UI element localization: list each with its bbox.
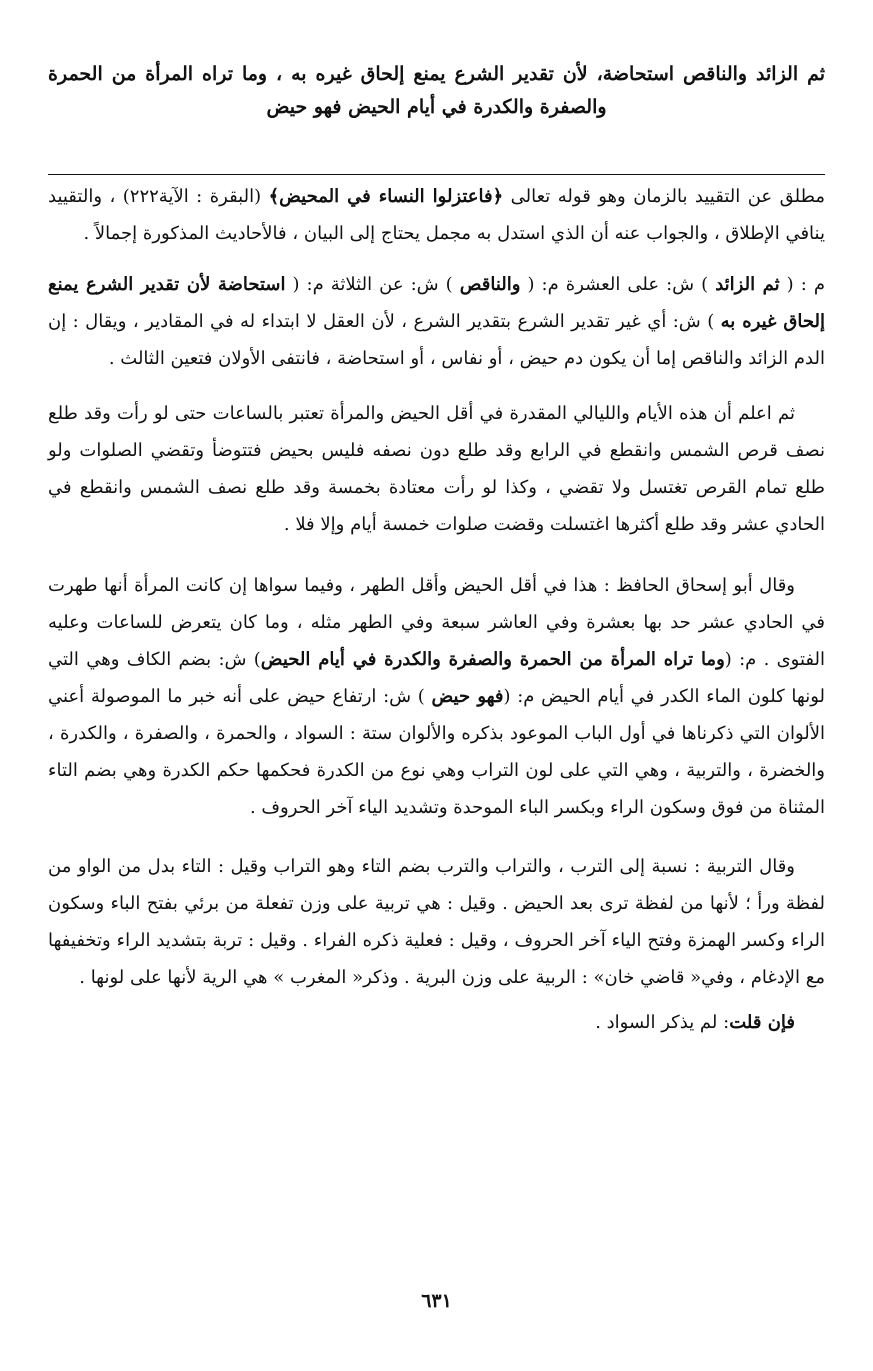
paragraph-4-seg-3: ) ش: ارتفاع حيض على أنه خبر ما الموصولة أعني الألوان التي ذكرناها في أول الباب الموعود بذكره والألوان ستة : السواد ، والحمرة ، والصفرة ، والكدرة ، والخضرة ، والتربية ، وهي التي على لون التراب وهي نوع من الكدرة فحكمها حكم الكدرة وهي بضم التاء المثناة من فوق وسكون الراء وبكسر الباء الموحدة وتشديد الياء آخر الحروف . (48, 686, 825, 818)
commentary-body (48, 178, 825, 1041)
matn-quote-4: وما تراه المرأة من الحمرة والصفرة والكدرة في أيام الحيض (260, 649, 725, 670)
paragraph-4-seg-1: وقال أبو إسحاق الحافظ : هذا في أقل الحيض وأقل الطهر ، وفيما سواها إن كانت المرأة أنها طهرت في الحادي عشر حد بها بعشرة وفي العاشر سبعة وفي الطهر مثله ، وما كان يتعرض للساعات وعليه الفتوى . م: ( (48, 575, 826, 670)
paragraph-6-text: : لم يذكر السواد . (595, 1012, 730, 1033)
paragraph-2-seg-3: ) ش: عن الثلاثة م: ( (285, 274, 460, 295)
paragraph-1 (48, 178, 825, 252)
paragraph-2 (48, 266, 825, 377)
paragraph-2-seg-1: م : ( (779, 274, 825, 295)
page-number: ٦٣١ (421, 1290, 452, 1312)
matn-quote-3: استحاضة لأن تقدير الشرع يمنع إلحاق غيره به (48, 274, 825, 332)
matn-header: ثم الزائد والناقص استحاضة، لأن تقدير الشرع يمنع إلحاق غيره به ، وما تراه المرأة من الحمرة والصفرة والكدرة في أيام الحيض فهو حيض (48, 63, 825, 118)
paragraph-4 (48, 567, 825, 826)
paragraph-2-seg-2: ) ش: على العشرة م: ( (520, 274, 716, 295)
book-page (48, 0, 825, 1371)
paragraph-1-text-b: (البقرة : الآية٢٢٢) ، والتقييد ينافي الإطلاق ، والجواب عنه أن الذي استدل به مجمل يحتاج إلى البيان ، فالأحاديث المذكورة إجمالاً . (48, 186, 825, 244)
paragraph-1-text-a: مطلق عن التقييد بالزمان وهو قوله تعالى (503, 186, 825, 207)
paragraph-5: وقال التربية : نسبة إلى الترب ، والتراب والترب بضم التاء وهو التراب وقيل : التاء بدل من الواو من لفظة ورأ ؛ لأنها من لفظة ترى بعد الحيض . وقيل : هي تربية على وزن تفعلة من برئي بفتح الباء وسكون الراء وكسر الهمزة وفتح الياء آخر الحروف ، وقيل : فعلية ذكره الفراء . وقيل : تربة بتشديد الراء وتخفيفها مع الإدغام ، وفي« قاضي خان» : الربية على وزن البرية . وذكر« المغرب » هي الرية لأنها على لونها . (48, 856, 825, 988)
paragraph-6 (48, 1004, 825, 1041)
paragraph-2-seg-4: ) ش: أي غير تقدير الشرع بتقدير الشرع ، لأن العقل لا ابتداء له في المقادير ، ويقال : إن الدم الزائد والناقص إما أن يكون دم حيض ، أو نفاس ، أو استحاضة ، فانتفى الأولان فتعين الثالث . (48, 311, 825, 369)
matn-quote-2: والناقص (459, 274, 521, 295)
paragraph-4-seg-2: ) ش: بضم الكاف وهي التي لونها كلون الماء الكدر في أيام الحيض م: ( (48, 649, 826, 707)
question-lead: فإن قلت (729, 1012, 795, 1033)
matn-quote-1: ثم الزائد (715, 274, 780, 295)
paragraph-3: ثم اعلم أن هذه الأيام والليالي المقدرة في أقل الحيض والمرأة تعتبر بالساعات حتى لو رأت وقد طلع نصف قرص الشمس وانقطع في الرابع وقد طلع دون نصفه فليس بحيض فتتوضأ وتقضي الصلوات ولو طلع تمام القرص تغتسل ولا تقضي ، وكذا لو رأت معتادة بخمسة وقد طلع نصف الشمس وانقطع في الحادي عشر وقد طلع أكثرها اغتسلت وقضت صلوات خمسة أيام وإلا فلا . (48, 403, 825, 535)
quran-quote: ﴿فاعتزلوا النساء في المحيض﴾ (268, 186, 504, 207)
header-divider (48, 174, 825, 175)
matn-quote-5: فهو حيض (431, 686, 504, 707)
